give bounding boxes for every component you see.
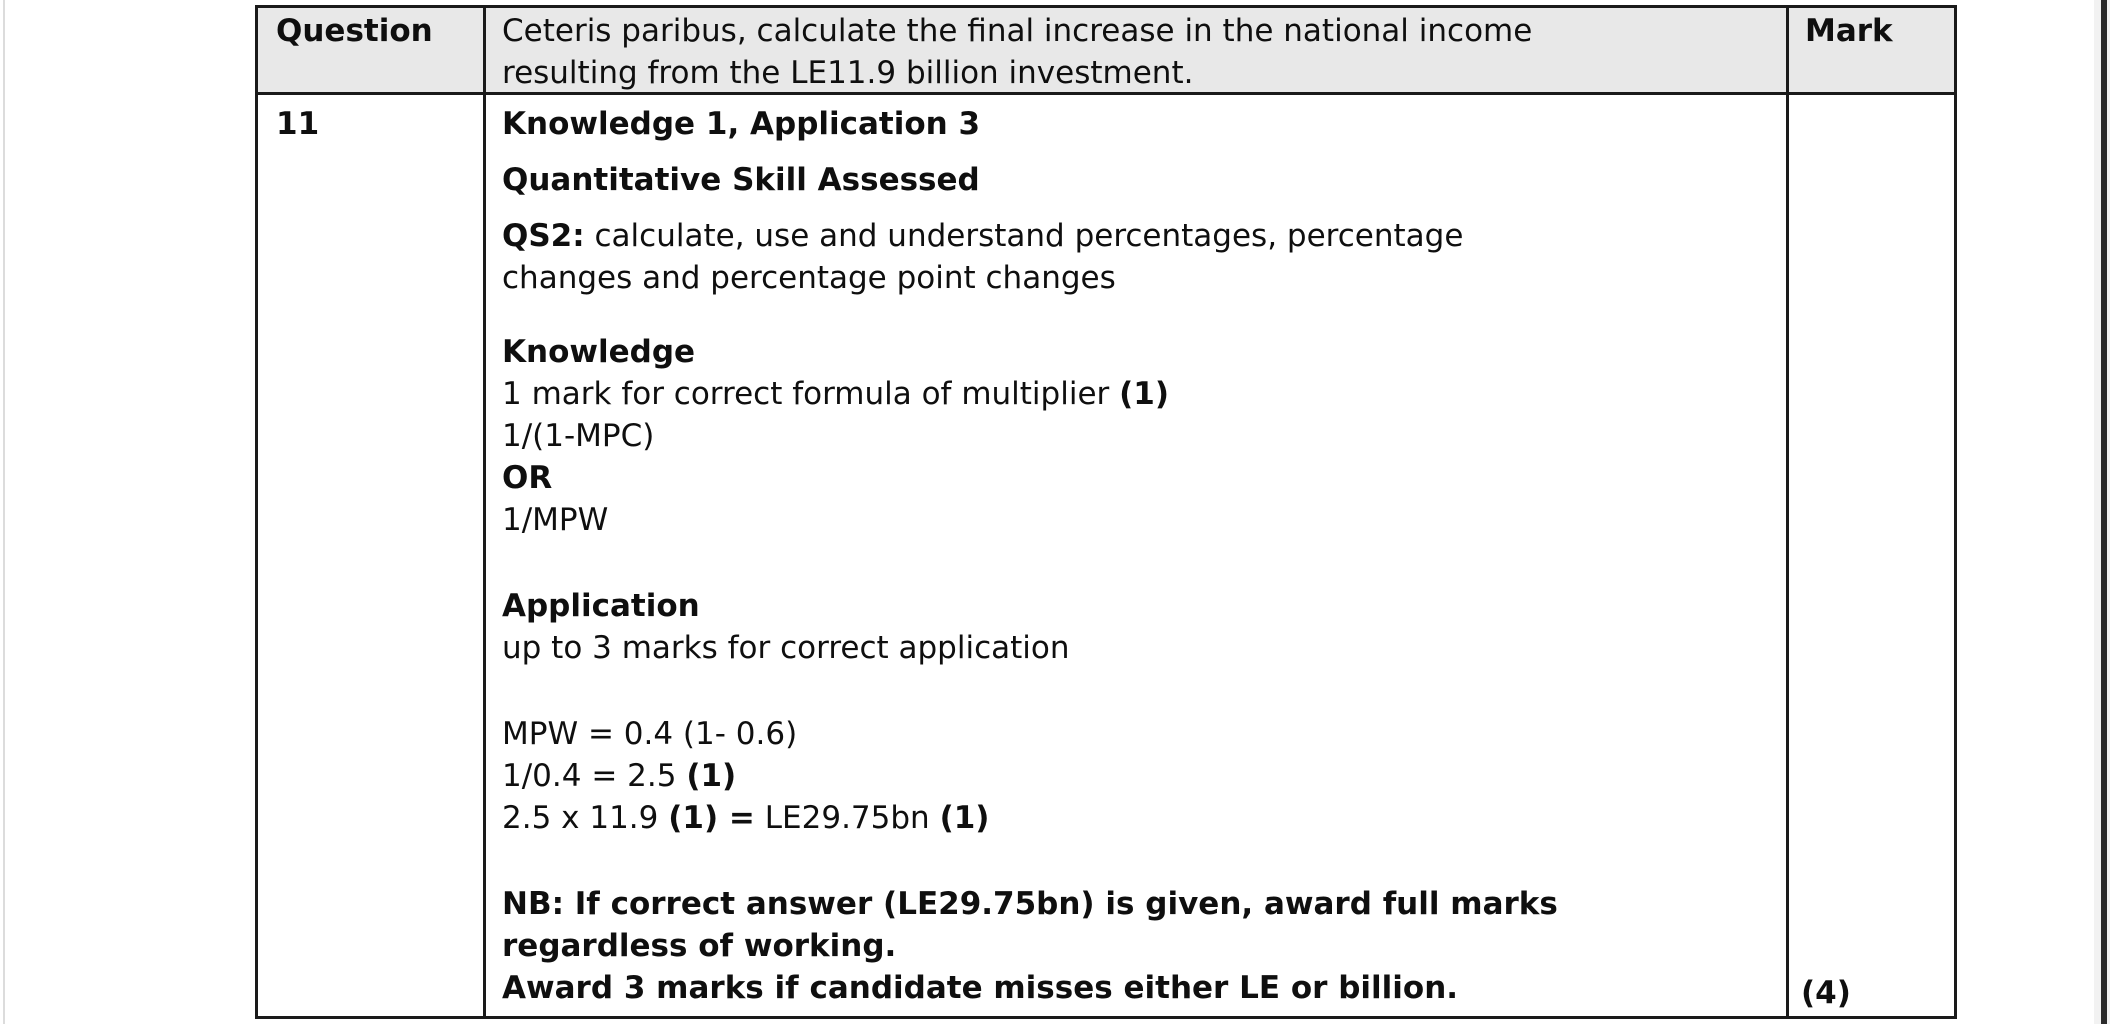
content-line	[502, 103, 1766, 145]
page-border-left	[3, 0, 5, 1024]
answer-content-cell	[486, 95, 1789, 1016]
text-run: MPW = 0.4 (1- 0.6)	[502, 716, 798, 752]
header-cell-question-text	[486, 8, 1789, 94]
content-line	[502, 755, 1766, 797]
bold-text-run: Knowledge 1, Application 3	[502, 106, 981, 142]
content-line	[502, 797, 1766, 839]
text-run: 2.5 x 11.9	[502, 800, 669, 836]
content-line	[502, 967, 1766, 1009]
mark-value: (4)	[1801, 975, 1851, 1011]
paragraph	[502, 159, 1766, 201]
paragraph	[502, 585, 1766, 669]
text-run: 1 mark for correct formula of multiplier	[502, 376, 1120, 412]
content-line	[502, 925, 1766, 967]
content-line: resulting from the LE11.9 billion investment.	[502, 55, 1194, 91]
bold-text-run: Quantitative Skill Assessed	[502, 162, 980, 198]
page-border-right	[2101, 0, 2107, 1024]
content-line	[502, 159, 1766, 201]
header-cell-mark: Mark	[1805, 13, 1893, 49]
content-line	[502, 499, 1766, 541]
content-line	[502, 331, 1766, 373]
table-header-row	[258, 8, 1954, 95]
mark-value-cell	[1789, 95, 1954, 1016]
bold-text-run: (1) =	[668, 800, 755, 836]
content-line	[502, 373, 1766, 415]
text-run: 1/(1-MPC)	[502, 418, 655, 454]
text-run: changes and percentage point changes	[502, 260, 1116, 296]
text-run: 1/0.4 = 2.5	[502, 758, 687, 794]
mark-scheme-table	[255, 5, 1957, 1019]
content-line	[502, 713, 1766, 755]
paragraph	[502, 883, 1766, 1009]
content-line	[502, 585, 1766, 627]
question-number-cell: 11	[258, 95, 486, 1016]
paragraph	[502, 713, 1766, 839]
content-line	[502, 257, 1766, 299]
text-run: 1/MPW	[502, 502, 609, 538]
header-cell-question: Question	[258, 8, 486, 94]
content-line: Ceteris paribus, calculate the final increase in the national income	[502, 13, 1533, 49]
content-line	[502, 215, 1766, 257]
bold-text-run: Application	[502, 588, 700, 624]
content-line	[502, 457, 1766, 499]
bold-text-run: regardless of working.	[502, 928, 897, 964]
paragraph	[502, 103, 1766, 145]
content-line	[502, 883, 1766, 925]
table-body-row	[258, 95, 1954, 1016]
bold-text-run: QS2:	[502, 218, 585, 254]
bold-text-run: Knowledge	[502, 334, 696, 370]
bold-text-run: NB: If correct answer (LE29.75bn) is given, award full marks	[502, 886, 1558, 922]
text-run: calculate, use and understand percentages, percentage	[584, 218, 1464, 254]
paragraph	[502, 331, 1766, 541]
bold-text-run: Award 3 marks if candidate misses either LE or billion.	[502, 970, 1459, 1006]
text-run: up to 3 marks for correct application	[502, 630, 1070, 666]
content-line	[502, 415, 1766, 457]
bold-text-run: (1)	[686, 758, 737, 794]
paragraph	[502, 215, 1766, 299]
text-run: LE29.75bn	[754, 800, 940, 836]
content-line	[502, 627, 1766, 669]
bold-text-run: (1)	[939, 800, 990, 836]
bold-text-run: OR	[502, 460, 553, 496]
bold-text-run: (1)	[1119, 376, 1170, 412]
